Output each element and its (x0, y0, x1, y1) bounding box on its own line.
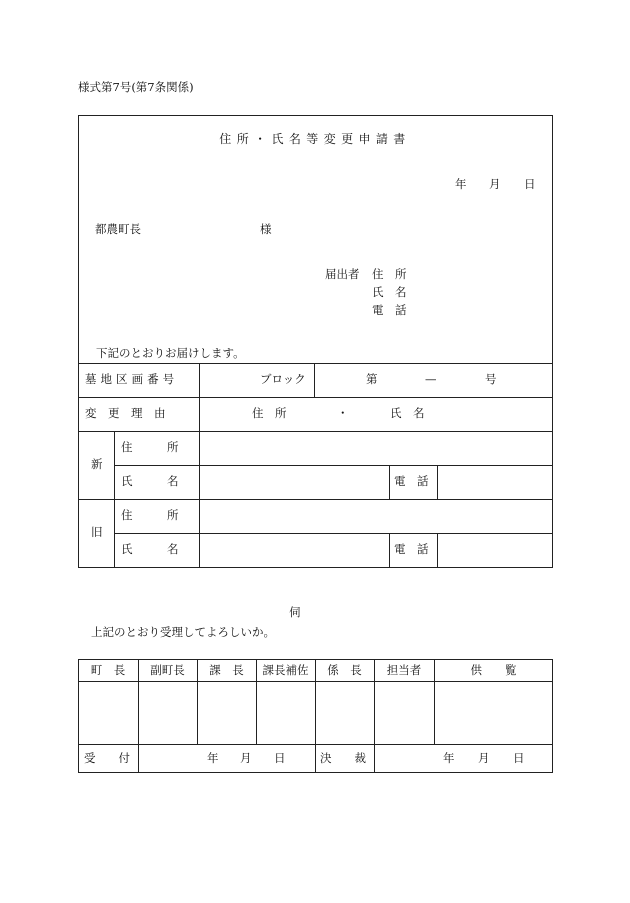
row-divider (114, 465, 553, 466)
new-address-label: 住 所 (121, 440, 179, 454)
new-name-label: 氏 名 (121, 474, 179, 488)
row-divider (78, 431, 553, 432)
applicant-phone-label: 電 話 (372, 303, 407, 317)
column-divider (389, 465, 390, 499)
old-phone-label: 電 話 (394, 542, 429, 556)
column-divider (437, 465, 438, 499)
column-divider (199, 363, 200, 568)
row-divider (78, 363, 553, 364)
decision-day-label: 日 (513, 751, 525, 765)
plot-dash: — (425, 372, 437, 386)
day-label: 日 (524, 177, 536, 191)
month-label: 月 (489, 177, 501, 191)
plot-block-label: ブロック (260, 372, 306, 386)
approval-header-mayor: 町 長 (90, 663, 126, 677)
column-divider (389, 533, 390, 568)
application-form (78, 115, 553, 568)
decision-year-label: 年 (443, 751, 455, 765)
decision-label: 決 裁 (320, 751, 366, 765)
reason-name: 氏 名 (390, 406, 425, 420)
plot-number-label: 墓地区画番号 (85, 372, 179, 386)
column-divider (437, 533, 438, 568)
applicant-label: 届出者 (325, 267, 360, 281)
form-number: 様式第7号(第7条関係) (78, 80, 194, 94)
inquiry-text: 上記のとおり受理してよろしいか。 (91, 625, 275, 639)
new-section-label: 新 (91, 457, 103, 471)
applicant-name-label: 氏 名 (372, 285, 407, 299)
new-phone-label: 電 話 (394, 474, 429, 488)
reason-address: 住 所 (252, 406, 287, 420)
reason-dot: ・ (337, 406, 349, 420)
year-label: 年 (455, 177, 467, 191)
column-divider (314, 363, 315, 397)
receipt-day-label: 日 (274, 751, 286, 765)
approval-header-unit-chief: 係 長 (327, 663, 362, 677)
old-address-label: 住 所 (121, 508, 179, 522)
row-divider (78, 397, 553, 398)
plot-go-label: 号 (485, 372, 497, 386)
receipt-label: 受 付 (84, 751, 130, 765)
row-divider (78, 499, 553, 500)
receipt-month-label: 月 (240, 751, 252, 765)
form-title: 住所・氏名等変更申請書 (219, 132, 411, 146)
addressee: 都農町長 (95, 222, 141, 236)
old-section-label: 旧 (91, 525, 103, 539)
addressee-honorific: 様 (260, 222, 272, 236)
row-divider (114, 533, 553, 534)
decision-month-label: 月 (478, 751, 490, 765)
old-name-label: 氏 名 (121, 542, 179, 556)
column-divider (114, 431, 115, 568)
approval-header-person-in-charge: 担当者 (386, 663, 422, 677)
approval-header-assistant-chief: 課長補佐 (262, 663, 309, 677)
inquiry-title: 伺 (289, 605, 301, 619)
plot-dai-label: 第 (366, 372, 378, 386)
approval-header-circulation: 供 覧 (470, 663, 517, 677)
notice-text: 下記のとおりお届けします。 (96, 346, 245, 360)
reason-label: 変 更 理 由 (85, 406, 166, 420)
approval-header-section-chief: 課 長 (209, 663, 244, 677)
approval-header-deputy-mayor: 副町長 (150, 663, 185, 677)
applicant-address-label: 住 所 (372, 267, 407, 281)
receipt-year-label: 年 (207, 751, 219, 765)
